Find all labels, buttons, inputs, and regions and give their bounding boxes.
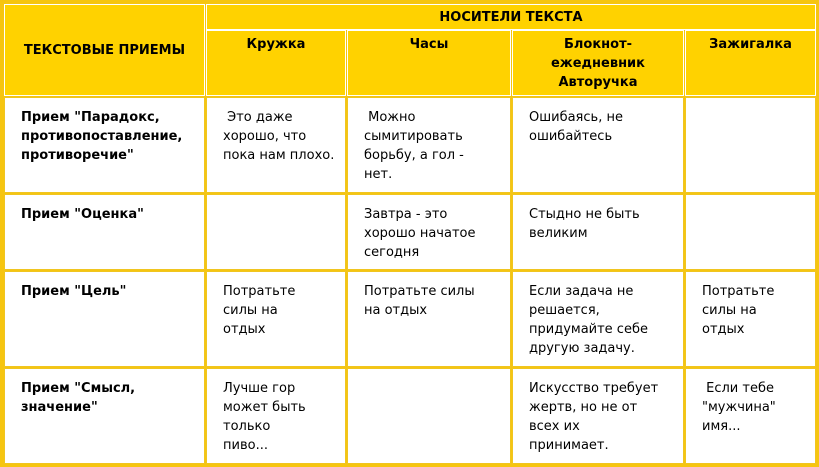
- table-cell: Если тебе "мужчина" имя...: [685, 368, 816, 464]
- table-cell: Если задача не решается, придумайте себе другую задачу.: [512, 271, 684, 367]
- table-cell: [685, 194, 816, 270]
- table-cell: Искусство требует жертв, но не от всех их принимает.: [512, 368, 684, 464]
- table-cell: Потратьте силы на отдых: [347, 271, 511, 367]
- table-cell: Завтра - это хорошо начатое сегодня: [347, 194, 511, 270]
- table-cell: Стыдно не быть великим: [512, 194, 684, 270]
- column-header-clock: Часы: [347, 30, 511, 96]
- table-cell: Потратьте силы на отдых: [685, 271, 816, 367]
- row-label-paradox: Прием "Парадокс, противопоставление, противоречие": [4, 97, 205, 193]
- table-cell: [685, 97, 816, 193]
- table-cell: Лучше гор может быть только пиво...: [206, 368, 346, 464]
- row-label-evaluation: Прием "Оценка": [4, 194, 205, 270]
- column-header-lighter: Зажигалка: [685, 30, 816, 96]
- row-label-meaning: Прием "Смысл, значение": [4, 368, 205, 464]
- carriers-header: НОСИТЕЛИ ТЕКСТА: [206, 4, 816, 30]
- table-cell: Ошибаясь, не ошибайтесь: [512, 97, 684, 193]
- row-label-goal: Прием "Цель": [4, 271, 205, 367]
- techniques-header: ТЕКСТОВЫЕ ПРИЕМЫ: [4, 4, 205, 96]
- table-cell: Потратьте силы на отдых: [206, 271, 346, 367]
- table-cell: [206, 194, 346, 270]
- column-header-mug: Кружка: [206, 30, 346, 96]
- table-cell: Можно сымитировать борьбу, а гол - нет.: [347, 97, 511, 193]
- table-cell: Это даже хорошо, что пока нам плохо.: [206, 97, 346, 193]
- column-header-notebook-pen: Блокнот-ежедневник Авторучка: [512, 30, 684, 96]
- table-cell: [347, 368, 511, 464]
